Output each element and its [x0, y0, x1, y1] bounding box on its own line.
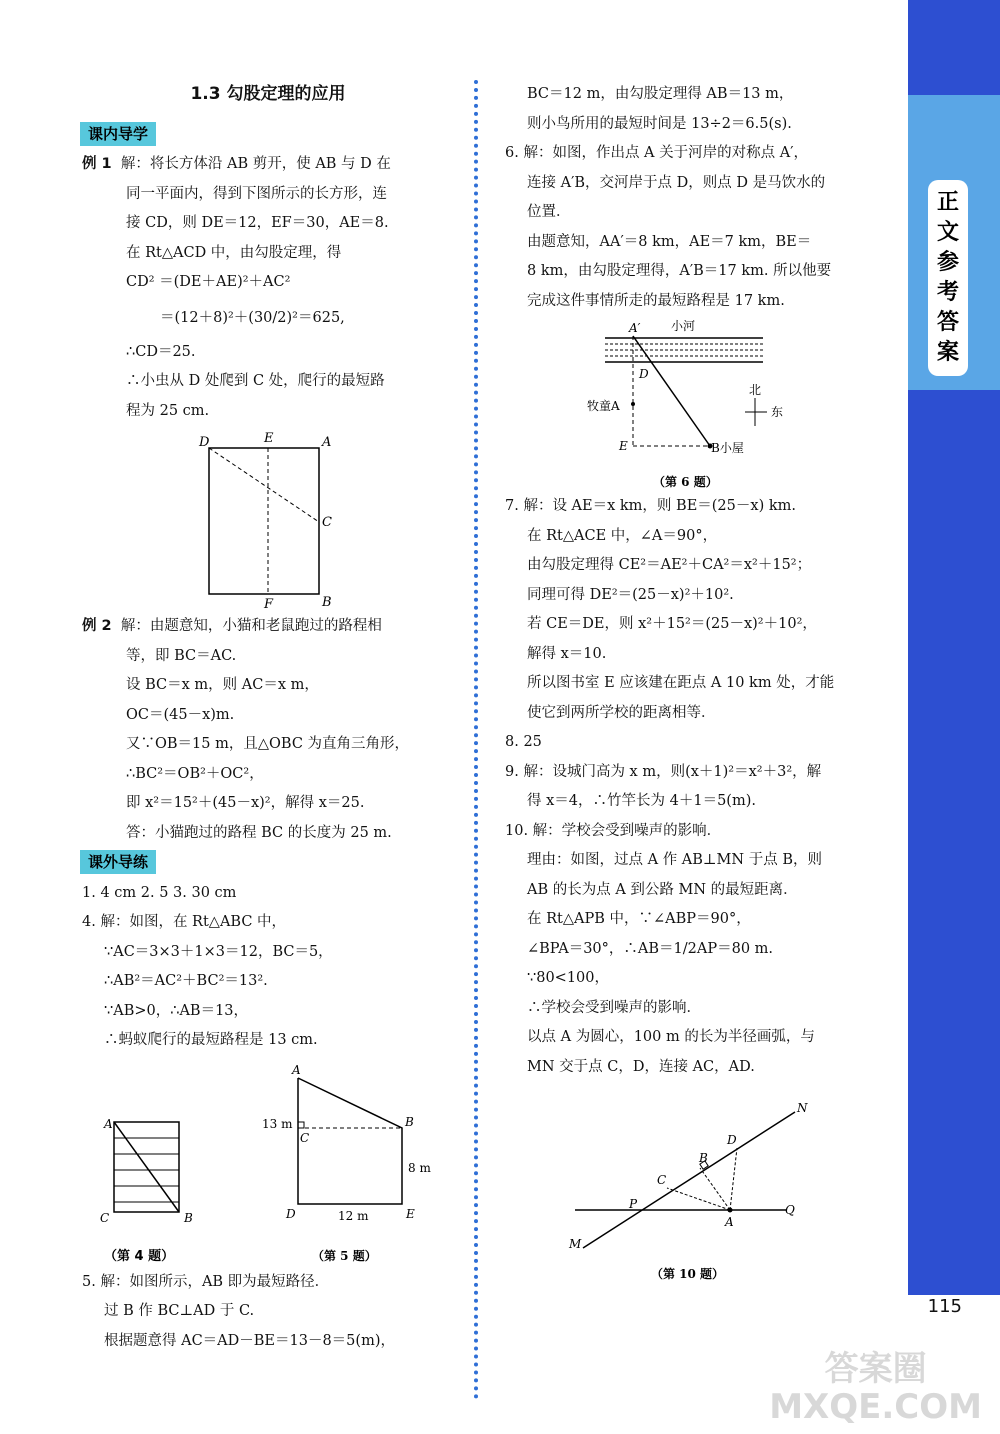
- caption-fig6: （第 6 题）: [653, 475, 718, 489]
- label-b: B: [322, 595, 332, 610]
- q7-line-7: 使它到两所学校的距离相等．: [527, 704, 716, 721]
- q10-line-6: ∴学校会受到噪声的影响．: [527, 999, 701, 1016]
- fig6-label-a-prime: A′: [629, 321, 641, 335]
- q5cont-line-1: 则小鸟所用的最短时间是 13÷2＝6.5(s).: [527, 115, 792, 132]
- fig10-label-m: M: [569, 1237, 582, 1251]
- side-tab: [908, 0, 1000, 1434]
- ex2-line-2: 设 BC＝x m，则 AC＝x m，: [126, 677, 319, 693]
- q5-line-0: 5. 解：如图所示，AB 即为最短路径．: [82, 1273, 330, 1290]
- fig5-label-e: E: [406, 1206, 415, 1221]
- q4-line-0: 4. 解：如图，在 Rt△ABC 中，: [82, 914, 287, 930]
- fig10-label-d: D: [727, 1133, 737, 1147]
- side-char-2: 参: [936, 250, 959, 275]
- fig10-label-b: B: [699, 1151, 708, 1165]
- right-column: [505, 80, 877, 1282]
- ex1-line-3: 在 Rt△ACD 中，由勾股定理，得: [126, 244, 342, 261]
- ex1-line-7: ∴小虫从 D 处爬到 C 处，爬行的最短路: [126, 373, 385, 389]
- q7-line-3: 同理可得 DE²＝(25－x)²＋10².: [527, 586, 734, 603]
- watermark: [769, 1350, 982, 1426]
- watermark-top: 答案圈: [824, 1349, 927, 1389]
- side-char-0: 正: [936, 190, 959, 215]
- q6-line-1: 连接 A′B，交河岸于点 D，则点 D 是马饮水的: [527, 174, 826, 191]
- q4-line-2: ∴AB²＝AC²＋BC²＝13².: [104, 973, 268, 989]
- label-d: D: [199, 435, 210, 450]
- ex2-line-0: 解：由题意知，小猫和老鼠跑过的路程相: [120, 618, 382, 634]
- ex1-line-4: CD² ＝(DE＋AE)²＋AC²: [126, 274, 291, 290]
- watermark-bottom: MXQE.COM: [769, 1387, 982, 1427]
- fig10-label-c: C: [657, 1173, 667, 1187]
- ex1-line-1: 同一平面内，得到下图所示的长方形，连: [126, 185, 387, 202]
- q10-line-4: ∠BPA＝30°，∴AB＝1/2AP＝80 m.: [527, 940, 774, 957]
- fig4-label-c: C: [100, 1210, 110, 1225]
- rectangle-shape: [209, 448, 319, 594]
- q7-line-5: 解得 x＝10.: [527, 645, 607, 662]
- fig5-label-b: B: [405, 1114, 414, 1129]
- ex2-line-4: 又∵OB＝15 m，且△OBC 为直角三角形，: [126, 736, 410, 752]
- figure-example-1: [82, 426, 454, 612]
- q5-line-1: 过 B 作 BC⊥AD 于 C.: [104, 1303, 255, 1319]
- q4-line-4: ∴蚂蚁爬行的最短路程是 13 cm.: [104, 1032, 318, 1048]
- q10-line-8: MN 交于点 C，D，连接 AC，AD.: [527, 1058, 755, 1075]
- fig5-label-c: C: [300, 1130, 310, 1145]
- q5cont-line-0: BC＝12 m，由勾股定理得 AB＝13 m，: [527, 86, 794, 102]
- ex1-line-8: 程为 25 cm.: [126, 402, 210, 419]
- fig6-label-north: 北: [749, 383, 762, 397]
- fig6-label-east: 东: [771, 405, 784, 419]
- fig4-label-a: A: [104, 1116, 113, 1131]
- fig6-label-river: 小河: [671, 319, 696, 333]
- example-1-label: 例 1: [82, 156, 112, 172]
- caption-fig5: （第 5 题）: [312, 1248, 377, 1263]
- q10-line-1: 理由：如图，过点 A 作 AB⊥MN 于点 B，则: [527, 852, 822, 868]
- q6-line-5: 完成这件事情所走的最短路程是 17 km.: [527, 292, 785, 309]
- q10-line-0: 10. 解：学校会受到噪声的影响．: [505, 822, 722, 839]
- label-a: A: [322, 435, 332, 450]
- q7-line-6: 所以图书室 E 应该建在距点 A 10 km 处，才能: [527, 675, 835, 691]
- tag-inclass: 课内导学: [80, 122, 156, 146]
- fig5-label-a: A: [292, 1062, 301, 1077]
- q7-line-0: 7. 解：设 AE＝x km，则 BE＝(25－x) km.: [505, 498, 796, 514]
- caption-fig10: （第 10 题）: [651, 1267, 725, 1281]
- fig5-label-13m: 13 m: [262, 1116, 293, 1131]
- fig5-label-12m: 12 m: [338, 1208, 369, 1223]
- label-f: F: [264, 597, 274, 612]
- side-char-5: 案: [936, 340, 959, 365]
- q7-line-1: 在 Rt△ACE 中，∠A＝90°，: [527, 527, 718, 544]
- figure-6: [505, 316, 877, 492]
- caption-fig4: （第 4 题）: [104, 1248, 175, 1264]
- q10-line-7: 以点 A 为圆心，100 m 的长为半径画弧，与: [527, 1029, 815, 1045]
- left-column: [82, 78, 454, 1356]
- fig10-label-n: N: [797, 1101, 808, 1115]
- q6-line-0: 6. 解：如图，作出点 A 关于河岸的对称点 A′，: [505, 145, 809, 161]
- q10-line-3: 在 Rt△APB 中，∵∠ABP＝90°，: [527, 911, 751, 927]
- fig6-label-house: B小屋: [711, 441, 744, 455]
- fig6-label-e: E: [619, 439, 628, 453]
- q10-line-5: ∵80<100，: [527, 970, 610, 986]
- tag-outclass: 课外导练: [80, 850, 156, 874]
- side-char-1: 文: [936, 220, 959, 245]
- column-divider: [474, 80, 478, 1400]
- dashed-line-dc: [209, 448, 319, 522]
- q7-line-4: 若 CE＝DE，则 x²＋15²＝(25－x)²＋10²，: [527, 616, 817, 632]
- fig10-label-a: A: [725, 1215, 734, 1229]
- ex2-line-3: OC＝(45－x)m.: [126, 706, 235, 723]
- label-c: C: [322, 515, 332, 530]
- figures-4-5: [82, 1056, 454, 1268]
- q6-line-3: 由题意知，AA′＝8 km，AE＝7 km，BE＝: [527, 233, 812, 250]
- label-e: E: [264, 431, 274, 446]
- ex2-line-5: ∴BC²＝OB²＋OC²，: [126, 765, 264, 782]
- q8-answer: 8. 25: [505, 734, 542, 750]
- q7-line-2: 由勾股定理得 CE²＝AE²＋CA²＝x²＋15²；: [527, 557, 812, 573]
- q4-line-1: ∵AC＝3×3＋1×3＝12，BC＝5，: [104, 943, 333, 960]
- example-2-label: 例 2: [82, 618, 112, 634]
- fig10-label-p: P: [629, 1197, 638, 1211]
- side-band-top: [908, 0, 1000, 95]
- fig4-label-b: B: [184, 1210, 193, 1225]
- fig5-label-d: D: [286, 1206, 296, 1221]
- page-number: 115: [927, 1296, 962, 1317]
- section-title: 1.3 勾股定理的应用: [190, 84, 346, 104]
- figure-10: [505, 1082, 877, 1282]
- ex2-line-7: 答：小猫跑过的路程 BC 的长度为 25 m.: [126, 824, 392, 841]
- figure-5: [262, 1063, 431, 1263]
- q6-line-2: 位置．: [527, 204, 571, 220]
- q5-line-2: 根据题意得 AC＝AD－BE＝13－8＝5(m)，: [104, 1332, 395, 1349]
- side-band-bottom: [908, 390, 1000, 1295]
- figure-4: [100, 1117, 193, 1264]
- q4-line-3: ∵AB>0，∴AB＝13，: [104, 1002, 249, 1019]
- fig6-label-herdsman: 牧童A: [587, 399, 620, 413]
- ex1-line-0: 解：将长方体沿 AB 剪开，使 AB 与 D 在: [120, 156, 391, 172]
- ex2-line-6: 即 x²＝15²＋(45－x)²，解得 x＝25.: [126, 795, 365, 811]
- answers-1-3: 1. 4 cm 2. 5 3. 30 cm: [82, 884, 237, 901]
- q9-line-0: 9. 解：设城门高为 x m，则(x＋1)²＝x²＋3²，解: [505, 763, 822, 780]
- ex2-line-1: 等，即 BC＝AC.: [126, 647, 237, 664]
- side-label: [928, 180, 968, 376]
- ex1-line-6: ∴CD＝25.: [126, 343, 196, 360]
- q10-line-2: AB 的长为点 A 到公路 MN 的最短距离．: [527, 881, 798, 898]
- fig6-label-d: D: [639, 367, 649, 381]
- side-char-4: 答: [936, 310, 959, 335]
- ex1-line-5: ＝(12＋8)²＋(30/2)²＝625,: [160, 309, 345, 326]
- ex1-line-2: 接 CD，则 DE＝12，EF＝30，AE＝8.: [126, 215, 389, 231]
- fig10-label-q: Q: [785, 1203, 795, 1217]
- side-char-3: 考: [936, 280, 959, 305]
- q9-line-1: 得 x＝4，∴竹竿长为 4＋1＝5(m).: [527, 793, 756, 809]
- q6-line-4: 8 km，由勾股定理得，A′B＝17 km. 所以他要: [527, 263, 832, 279]
- fig5-label-8m: 8 m: [408, 1160, 431, 1175]
